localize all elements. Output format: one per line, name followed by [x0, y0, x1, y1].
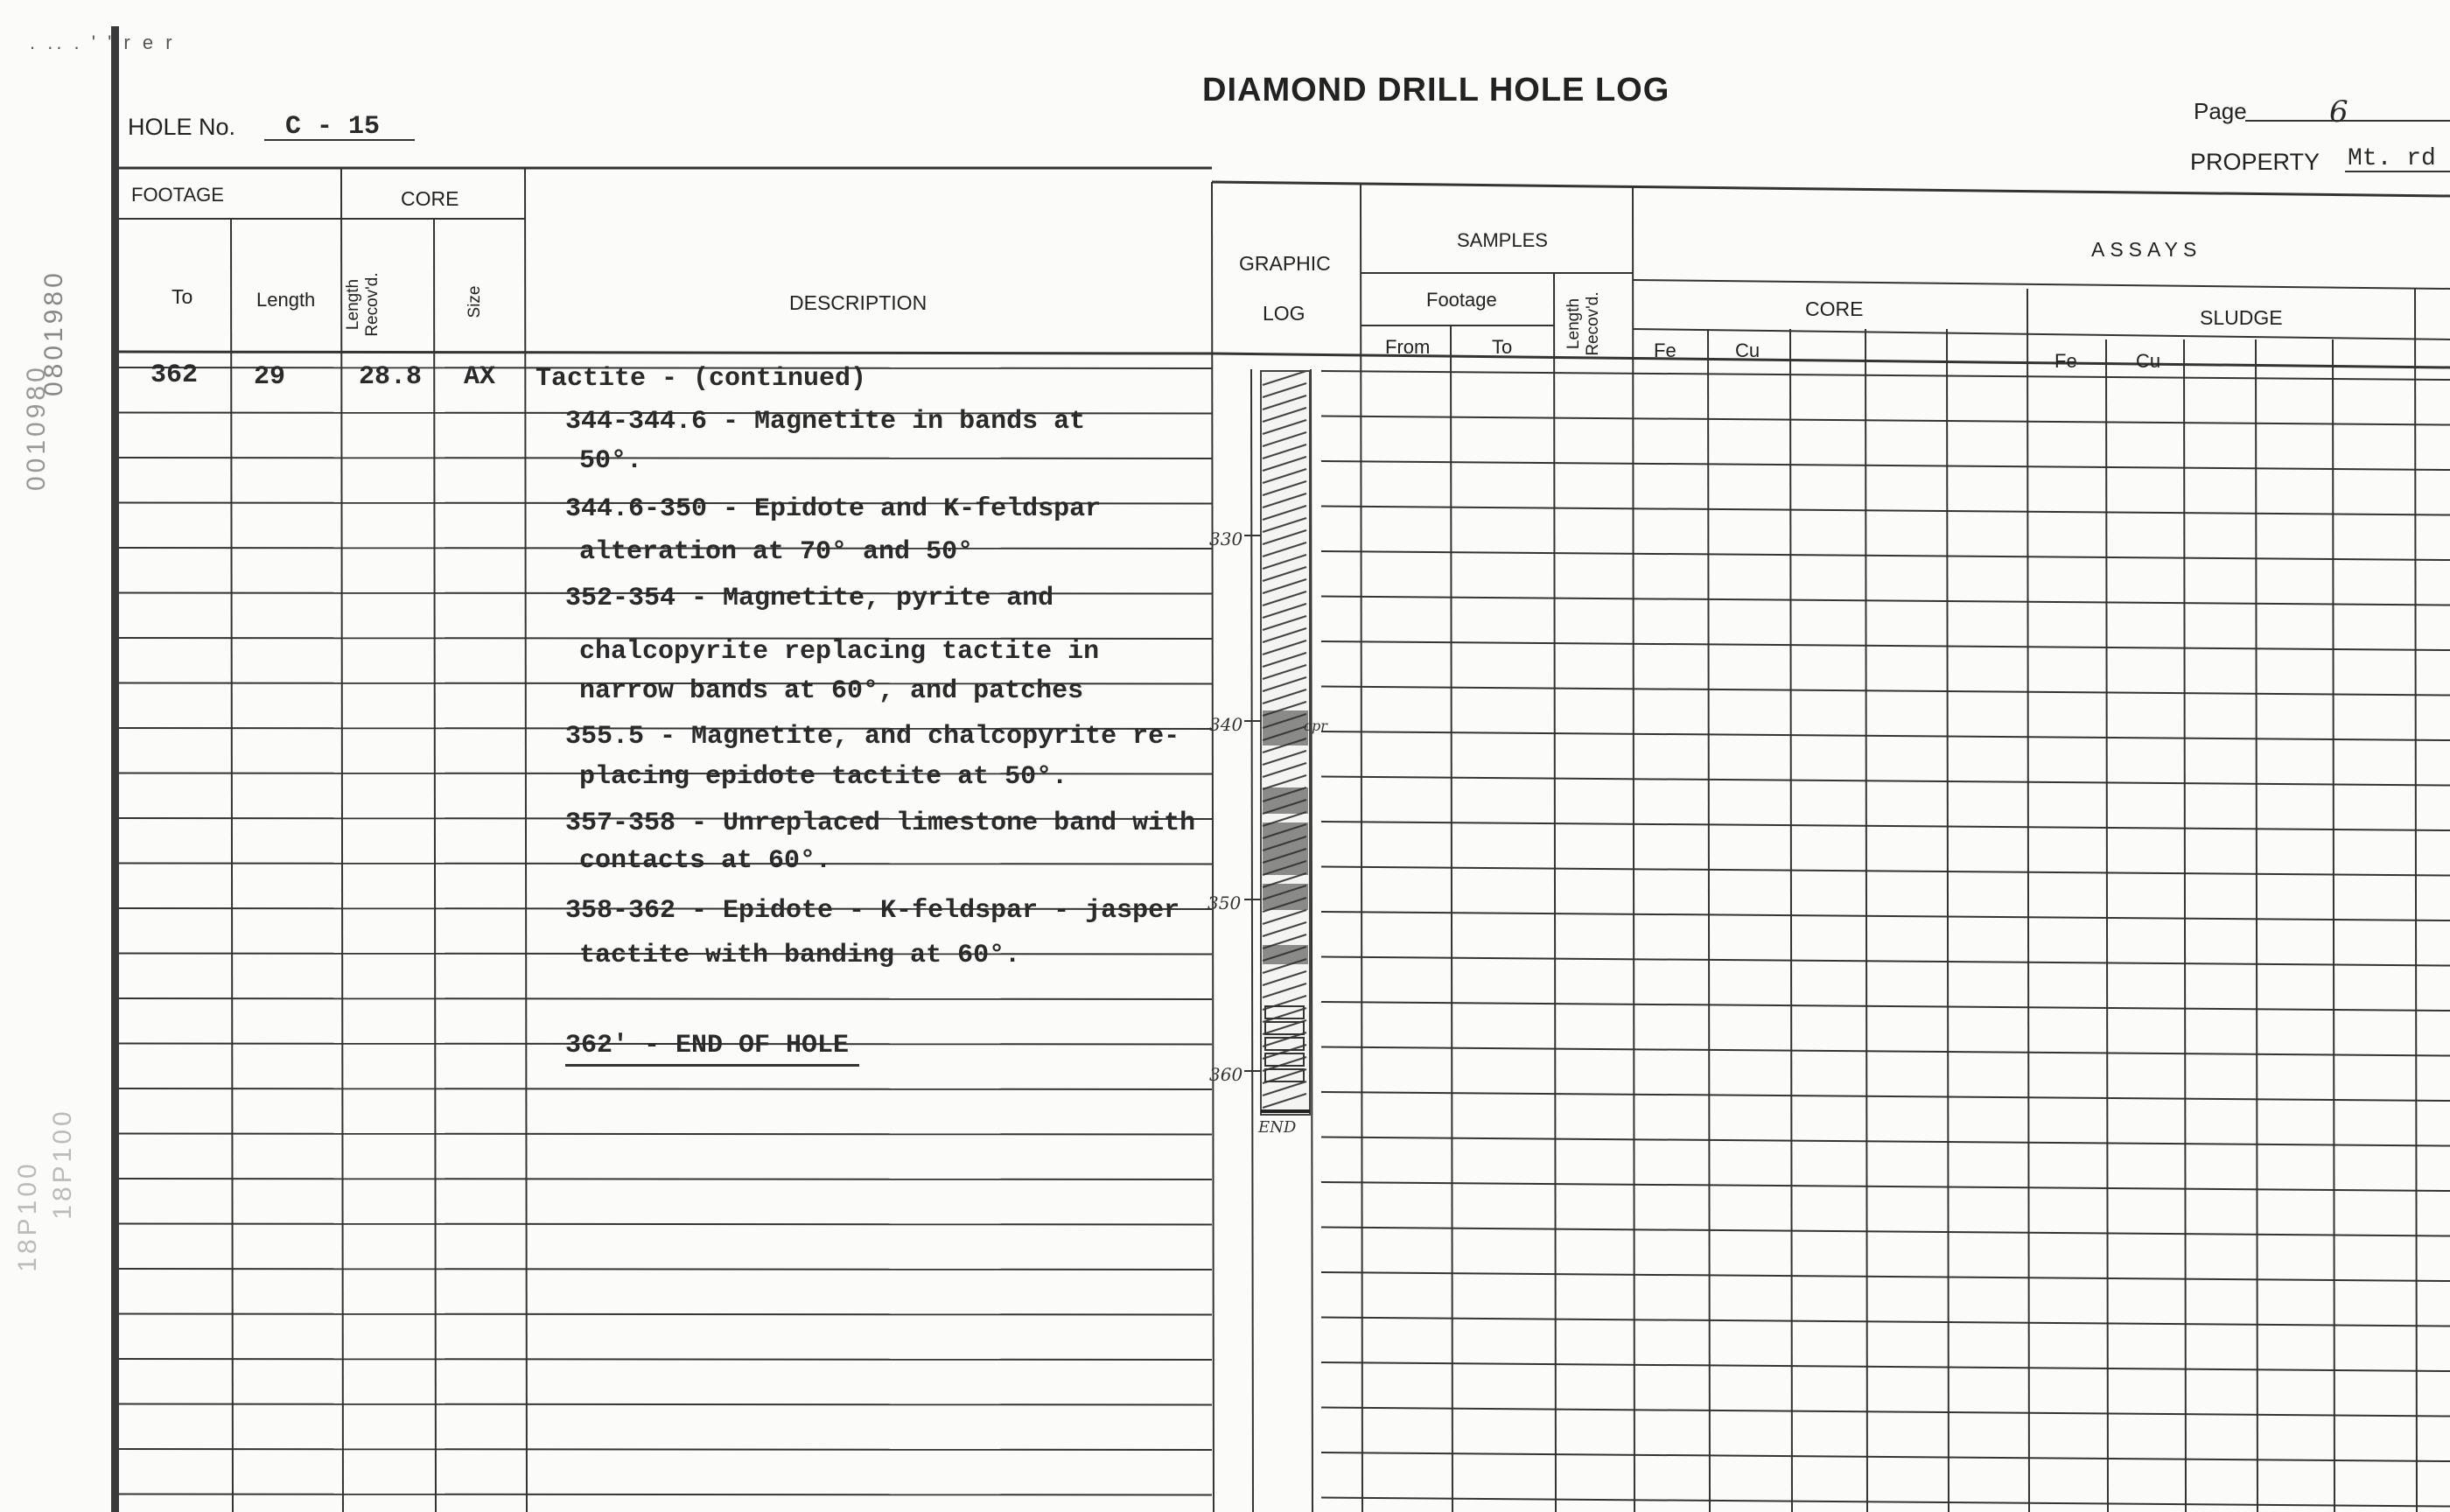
row-line — [119, 1314, 1212, 1315]
row-line — [1321, 1452, 2450, 1461]
corner-marks: . .. . ' ' r e r — [30, 32, 176, 53]
graphic-log-right-edge — [1311, 369, 1312, 1512]
graphic-log-annotation: cpr — [1304, 718, 1327, 734]
length-recovered-heading — [344, 261, 396, 348]
row-line — [1321, 1002, 2450, 1011]
graphic-log-left-edge — [1251, 369, 1253, 1512]
description-line: tactite with banding at 60°. — [579, 941, 1021, 970]
row-line — [1321, 732, 2450, 740]
hole-number-label: HOLE No. — [128, 114, 236, 140]
length-heading: Length — [256, 289, 316, 311]
form-title: DIAMOND DRILL HOLE LOG — [1202, 72, 1670, 108]
description-line: 355.5 - Magnetite, and chalcopyrite re- — [565, 722, 1180, 752]
column-divider — [1361, 184, 1362, 1512]
depth-tick-label: 330 — [1209, 528, 1243, 550]
row-line — [119, 998, 1212, 999]
footage-heading: FOOTAGE — [131, 184, 224, 206]
column-divider — [1212, 182, 1214, 1512]
row-line — [119, 1134, 1212, 1135]
row-line — [1321, 777, 2450, 786]
sludge-cu-heading: Cu — [2136, 350, 2161, 372]
assay-sludge-heading: SLUDGE — [2200, 306, 2283, 329]
row-line — [1321, 551, 2450, 560]
row-line — [1321, 1182, 2450, 1191]
column-divider — [2184, 340, 2186, 1512]
row-line — [119, 1359, 1212, 1360]
column-divider — [1554, 273, 1556, 1512]
graphic-log-band — [1263, 710, 1308, 746]
core-fe-heading: Fe — [1654, 340, 1676, 361]
side-stamp: 0801980 — [39, 270, 68, 396]
samples-to-heading: To — [1492, 336, 1513, 358]
column-divider — [1866, 329, 1867, 1512]
header-bottom-line — [119, 352, 1212, 354]
description-line: 357-358 - Unreplaced limestone band with — [565, 808, 1196, 838]
core-recovered-value: 28.8 — [359, 362, 423, 392]
depth-tick-label: 360 — [1209, 1064, 1243, 1085]
column-divider — [525, 168, 527, 1512]
description-line: chalcopyrite replacing tactite in — [579, 637, 1100, 667]
row-line — [1321, 867, 2450, 876]
row-line — [1321, 957, 2450, 966]
row-line — [1321, 416, 2450, 425]
samples-length-heading — [1564, 280, 1617, 368]
side-stamp: 0010980 — [22, 364, 51, 491]
samples-footage-heading: Footage — [1426, 289, 1497, 311]
column-divider — [1947, 329, 1949, 1512]
side-stamp: 18P100 — [48, 1108, 77, 1220]
column-divider — [1708, 329, 1710, 1512]
description-line: placing epidote tactite at 50°. — [579, 762, 1068, 792]
column-divider — [341, 168, 343, 1512]
graphic-log-strip — [1244, 369, 1312, 1512]
footage-to-value: 362 — [150, 360, 199, 390]
row-line — [1321, 1092, 2450, 1101]
row-line — [1321, 1138, 2450, 1146]
description-line: 50°. — [579, 446, 643, 476]
header-top-line — [1212, 182, 2450, 196]
description-line: 358-362 - Epidote - K-feldspar - jasper — [565, 896, 1180, 926]
row-line — [119, 1269, 1212, 1270]
log-heading: LOG — [1263, 302, 1306, 325]
core-heading: CORE — [401, 187, 459, 210]
description-line: contacts at 60°. — [579, 846, 832, 876]
column-divider — [2256, 340, 2258, 1512]
row-line — [119, 1088, 1212, 1089]
column-divider — [2027, 289, 2029, 1512]
row-line — [1321, 1408, 2450, 1417]
side-stamp: 18P100 — [13, 1160, 42, 1272]
row-line — [1321, 1228, 2450, 1236]
row-line — [1321, 1318, 2450, 1326]
description-line: 344-344.6 - Magnetite in bands at — [565, 407, 1086, 437]
column-divider — [2415, 289, 2417, 1512]
depth-tick-label: 350 — [1208, 892, 1242, 914]
depth-tick-label: 340 — [1209, 714, 1243, 735]
row-line — [119, 1404, 1212, 1405]
samples-from-heading: From — [1385, 336, 1431, 358]
graphic-log-band — [1263, 884, 1308, 910]
graphic-log-band — [1263, 788, 1308, 814]
graphic-log-band — [1263, 945, 1308, 964]
footage-length-value: 29 — [254, 362, 286, 392]
row-line — [119, 1449, 1212, 1450]
description-line: 352-354 - Magnetite, pyrite and — [565, 584, 1054, 613]
samples-length-line2: Recov'd. — [1584, 291, 1602, 356]
description-heading: DESCRIPTION — [789, 291, 928, 314]
page-label: Page — [2194, 98, 2247, 124]
row-line — [1321, 822, 2450, 830]
description-line: narrow bands at 60°, and patches — [579, 676, 1084, 706]
graphic-log-band — [1263, 822, 1308, 875]
page-number-value: 6 — [2329, 94, 2348, 130]
sludge-fe-heading: Fe — [2054, 350, 2077, 372]
row-line — [1321, 461, 2450, 470]
length-recovered-line2: Recov'd. — [363, 272, 382, 337]
property-value: Mt. rd — [2348, 145, 2436, 172]
description-line: 344.6-350 - Epidote and K-feldspar — [565, 494, 1102, 524]
row-line — [1321, 641, 2450, 650]
column-divider — [2333, 340, 2334, 1512]
row-line — [1321, 912, 2450, 920]
column-divider — [2106, 340, 2108, 1512]
assay-core-heading: CORE — [1805, 298, 1864, 320]
graphic-heading: GRAPHIC — [1239, 252, 1331, 275]
row-line — [1321, 1362, 2450, 1371]
row-line — [119, 1494, 1212, 1495]
row-line — [1321, 687, 2450, 696]
samples-heading: SAMPLES — [1457, 229, 1548, 251]
row-line — [1321, 597, 2450, 606]
description-line: Tactite - (continued) — [536, 364, 867, 394]
row-line — [119, 1179, 1212, 1180]
column-divider — [1451, 326, 1452, 1512]
core-size-value: AX — [464, 362, 496, 392]
assays-subheader-line — [1633, 280, 2450, 289]
assays-heading: ASSAYS — [2091, 238, 2202, 261]
hole-number-value: C - 15 — [285, 112, 381, 142]
end-of-hole-line: 362' - END OF HOLE — [565, 1031, 859, 1067]
property-label: PROPERTY — [2190, 149, 2320, 175]
core-cu-heading: Cu — [1735, 340, 1760, 361]
description-line: alteration at 70° and 50° — [579, 537, 974, 567]
length-recovered-line1: Length — [344, 278, 362, 331]
column-divider — [1633, 186, 1634, 1512]
graphic-log-end-label: END — [1258, 1118, 1297, 1137]
row-line — [1321, 507, 2450, 515]
binding-edge — [111, 26, 119, 1512]
row-line — [1321, 371, 2450, 380]
to-heading: To — [172, 285, 193, 308]
row-line — [1321, 1047, 2450, 1056]
row-line — [1321, 1498, 2450, 1507]
column-divider — [1790, 329, 1792, 1512]
samples-length-line1: Length — [1564, 298, 1583, 350]
row-line — [119, 1224, 1212, 1225]
assays-column-line — [1633, 329, 2450, 340]
size-heading: Size — [466, 285, 484, 318]
row-line — [1321, 1272, 2450, 1281]
